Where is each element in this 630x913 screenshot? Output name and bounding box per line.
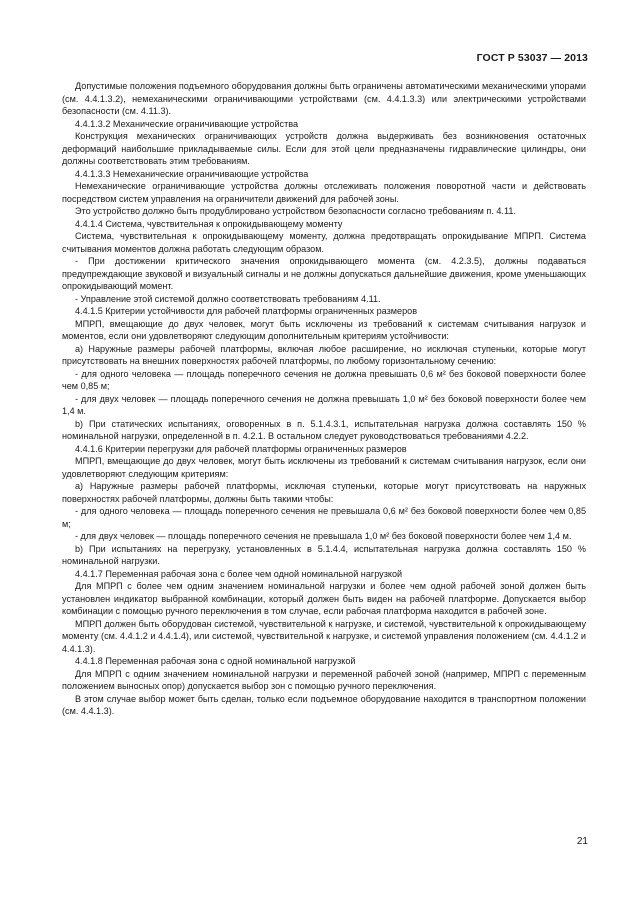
paragraph: Допустимые положения подъемного оборудования должны быть ограничены автоматическими механическими упорами (см. 4.4.1.3.2), немеханическими ограничивающими устройствами (см. 4.4.1.3.3) или электрическими устройствами безопасности (см. 4.11.3). bbox=[62, 81, 586, 116]
paragraph: 4.4.1.3.3 Немеханические ограничивающие устройства bbox=[75, 168, 309, 179]
paragraph: Немеханические ограничивающие устройства должны отслеживать положения поворотной части и действовать посредством систем управления на ограничители движений для рабочей зоны. bbox=[62, 181, 586, 204]
paragraph: - для одного человека — площадь поперечного сечения не превышала 0,6 м² без боковой поверхности более чем 0,85 м; bbox=[62, 506, 586, 529]
paragraph: МПРП, вмещающие до двух человек, могут быть исключены из требований к системам считывания нагрузок, если они удовлетворяют следующим критериям: bbox=[62, 456, 586, 479]
paragraph: 4.4.1.7 Переменная рабочая зона с более чем одной номинальной нагрузкой bbox=[75, 568, 403, 579]
paragraph: а) Наружные размеры рабочей платформы, исключая ступеньки, которые могут присутствовать на наружных поверхностях рабочей платформы, должны быть такими чтобы: bbox=[62, 481, 586, 504]
paragraph: МПРП, вмещающие до двух человек, могут быть исключены из требований к системам считывания нагрузок и моментов, если они удовлетворяют следующим дополнительным критериям устойчивости: bbox=[62, 318, 586, 341]
paragraph: Система, чувствительная к опрокидывающему моменту, должна предотвращать опрокидывание МПРП. Система считывания моментов должна работать следующим образом. bbox=[62, 231, 586, 254]
paragraph: - для одного человека — площадь поперечного сечения не должна превышать 0,6 м² без боковой поверхности более чем 0,85 м; bbox=[62, 368, 586, 391]
paragraph: b) При статических испытаниях, оговоренных в п. 5.1.4.3.1, испытательная нагрузка должна составлять 150 % номинальной нагрузки, определенной в п. 4.2.1. В остальном следует руководствоваться требованиями 4.2.2. bbox=[62, 418, 586, 441]
paragraph: 4.4.1.4 Система, чувствительная к опрокидывающему моменту bbox=[75, 218, 343, 229]
paragraph: 4.4.1.3.2 Механические ограничивающие устройства bbox=[75, 118, 299, 129]
document-header: ГОСТ Р 53037 — 2013 bbox=[476, 52, 588, 64]
paragraph: 4.4.1.5 Критерии устойчивости для рабочей платформы ограниченных размеров bbox=[75, 306, 418, 316]
paragraph: Конструкция механических ограничивающих устройств должна выдерживать без возникновения остаточных деформаций наибольшие прикладываемые силы. Если для этой цели предназначены гидравлические цилиндры, они должны соответствовать этим требованиям. bbox=[62, 131, 586, 166]
paragraph: 4.4.1.8 Переменная рабочая зона с одной номинальной нагрузкой bbox=[75, 656, 356, 666]
paragraph: b) При испытаниях на перегрузку, установленных в 5.1.4.4, испытательная нагрузка должна составлять 150 % номинальной нагрузки. bbox=[62, 543, 586, 566]
paragraph: Для МПРП с более чем одним значением номинальной нагрузки и более чем одной рабочей зоной должен быть установлен индикатор выбранной комбинации, который должен быть виден на рабочей платформе. Допускается выбор комбинации с помощью ручного переключения в том случае, если рабочая платформа находится в рабочей зоне. bbox=[62, 581, 586, 616]
page-number: 21 bbox=[576, 836, 588, 847]
paragraph: 4.4.1.6 Критерии перегрузки для рабочей платформы ограниченных размеров bbox=[75, 443, 407, 454]
paragraph: - для двух человек — площадь поперечного сечения не превышала 1,0 м² без боковой поверхности более чем 1,4 м. bbox=[75, 531, 572, 541]
paragraph: МПРП должен быть оборудован системой, чувствительной к нагрузке, и системой, чувствительной к опрокидывающему моменту (см. 4.4.1.2 и 4.4.1.4), или системой, чувствительной к нагрузке, и системой управления положением (см. 4.4.1.2 и 4.4.1.3). bbox=[62, 618, 586, 654]
paragraph: - При достижении критического значения опрокидывающего момента (см. 4.2.3.5), должны подаваться предупреждающие звуковой и визуальный сигналы и не должны допускаться дальнейшие движения, кроме уменьшающих опрокидывающий момент. bbox=[62, 256, 586, 291]
document-body bbox=[62, 80, 586, 718]
paragraph: В этом случае выбор может быть сделан, только если подъемное оборудование находится в транспортном положении (см. 4.4.1.3). bbox=[62, 693, 586, 716]
paragraph: Для МПРП с одним значением номинальной нагрузки и переменной рабочей зоной (например, МПРП с переменным положением выносных опор) допускается выбор зон с помощью ручного переключения. bbox=[62, 668, 586, 691]
paragraph: Это устройство должно быть продублировано устройством безопасности согласно требованиям п. 4.11. bbox=[75, 206, 516, 216]
paragraph: - Управление этой системой должно соответствовать требованиям 4.11. bbox=[75, 293, 381, 304]
paragraph: - для двух человек — площадь поперечного сечения не должна превышать 1,0 м² без боковой поверхности более чем 1,4 м. bbox=[62, 393, 586, 416]
paragraph: а) Наружные размеры рабочей платформы, включая любое расширение, но исключая ступеньки, которые могут присутствовать на внешних поверхностях рабочей платформы, по любому горизонтальному сечению: bbox=[62, 343, 586, 366]
